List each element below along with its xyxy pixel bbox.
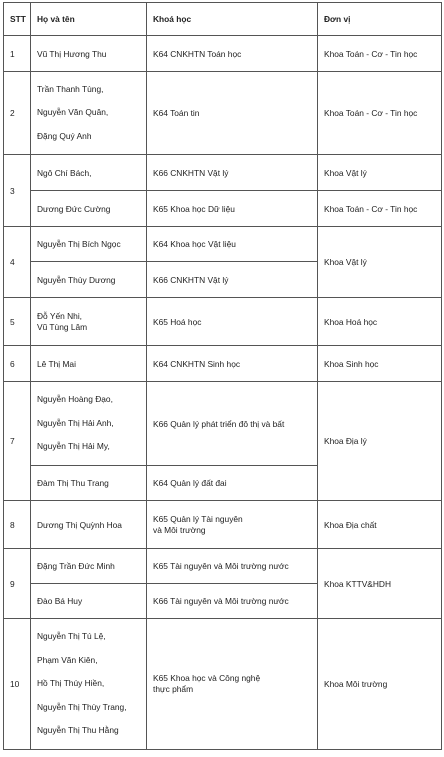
table-row <box>4 298 442 346</box>
table-row <box>4 155 442 191</box>
course-cell <box>147 382 318 466</box>
header-course: Khoá học <box>147 3 318 36</box>
course-cell <box>147 346 318 382</box>
course-line: K65 Tài nguyên và Môi trường nước <box>153 561 289 571</box>
course-line: K64 Quản lý đất đai <box>153 478 227 488</box>
course-line: K66 Quản lý phát triển đô thị và bất <box>153 418 285 429</box>
name-cell <box>31 382 147 466</box>
stt-cell: 8 <box>4 501 31 549</box>
stt-cell: 4 <box>4 227 31 298</box>
student-name: Nguyễn Văn Quân, <box>37 107 109 118</box>
table-row <box>4 72 442 155</box>
table-row <box>4 191 442 227</box>
header-unit: Đơn vị <box>318 3 442 36</box>
course-cell <box>147 549 318 584</box>
student-name: Nguyễn Thị Hải Anh, <box>37 417 114 428</box>
unit-cell: Khoa Địa chất <box>318 501 442 549</box>
course-cell <box>147 191 318 227</box>
name-cell <box>31 466 147 501</box>
unit-cell: Khoa Hoá học <box>318 298 442 346</box>
student-name: Đào Bá Huy <box>37 596 83 606</box>
name-cell <box>31 584 147 619</box>
course-cell <box>147 584 318 619</box>
student-name: Đặng Quý Anh <box>37 130 92 141</box>
course-line: K66 CNKHTN Vật lý <box>153 274 229 285</box>
unit-cell: Khoa Vật lý <box>318 155 442 191</box>
course-line: K64 Toán tin <box>153 108 200 118</box>
table-header-row <box>4 3 442 36</box>
student-name: Đàm Thị Thu Trang <box>37 478 109 488</box>
name-cell <box>31 155 147 191</box>
table-row <box>4 382 442 466</box>
table-row <box>4 36 442 72</box>
course-cell <box>147 72 318 155</box>
name-cell <box>31 191 147 227</box>
course-cell <box>147 466 318 501</box>
student-name: Nguyễn Hoàng Đạo, <box>37 394 113 405</box>
student-name: Đặng Trần Đức Minh <box>37 561 115 571</box>
stt-cell: 6 <box>4 346 31 382</box>
student-name: Nguyễn Thị Bích Ngọc <box>37 239 121 249</box>
unit-cell: Khoa Địa lý <box>318 382 442 501</box>
student-name: Nguyễn Thị Thu Hằng <box>37 725 119 736</box>
stt-cell: 5 <box>4 298 31 346</box>
unit-cell: Khoa Môi trường <box>318 619 442 750</box>
stt-cell: 7 <box>4 382 31 501</box>
unit-cell: Khoa Toán - Cơ - Tin học <box>318 191 442 227</box>
unit-cell: Khoa Vật lý <box>318 227 442 298</box>
student-table <box>3 2 442 750</box>
student-name: Vũ Thị Hương Thu <box>37 48 107 59</box>
name-cell <box>31 298 147 346</box>
student-name: Hồ Thị Thúy Hiền, <box>37 678 105 689</box>
unit-cell: Khoa KTTV&HDH <box>318 549 442 619</box>
student-name: Nguyễn Thị Hải My, <box>37 441 110 452</box>
course-line: K64 CNKHTN Toán học <box>153 48 242 59</box>
name-cell <box>31 549 147 584</box>
table-row <box>4 501 442 549</box>
table-row <box>4 549 442 584</box>
course-cell <box>147 36 318 72</box>
course-cell <box>147 298 318 346</box>
course-line: K64 CNKHTN Sinh học <box>153 358 241 369</box>
course-line: K66 CNKHTN Vật lý <box>153 167 229 178</box>
course-line: K65 Hoá học <box>153 316 202 327</box>
stt-cell: 1 <box>4 36 31 72</box>
table-row <box>4 346 442 382</box>
student-name: Nguyễn Thùy Dương <box>37 274 116 285</box>
stt-cell: 10 <box>4 619 31 750</box>
course-line: K64 Khoa học Vật liệu <box>153 239 236 249</box>
course-line: K65 Quản lý Tài nguyên <box>153 513 243 524</box>
course-line: K65 Khoa học Dữ liệu <box>153 203 235 214</box>
course-line: và Môi trường <box>153 524 206 535</box>
student-name: Dương Thị Quỳnh Hoa <box>37 519 122 530</box>
stt-cell: 3 <box>4 155 31 227</box>
student-name: Đỗ Yến Nhi, <box>37 310 83 321</box>
course-cell <box>147 227 318 262</box>
student-name: Nguyễn Thị Tú Lệ, <box>37 631 106 642</box>
course-line: K66 Tài nguyên và Môi trường nước <box>153 596 289 606</box>
course-cell <box>147 262 318 298</box>
header-stt: STT <box>4 3 31 36</box>
course-line: thực phẩm <box>153 684 194 694</box>
name-cell <box>31 501 147 549</box>
unit-cell: Khoa Toán - Cơ - Tin học <box>318 36 442 72</box>
name-cell <box>31 619 147 750</box>
unit-cell: Khoa Toán - Cơ - Tin học <box>318 72 442 155</box>
name-cell <box>31 36 147 72</box>
student-name: Phạm Văn Kiên, <box>37 654 98 665</box>
name-cell <box>31 262 147 298</box>
course-cell <box>147 501 318 549</box>
student-name: Lê Thị Mai <box>37 358 76 369</box>
student-name: Nguyễn Thị Thùy Trang, <box>37 701 127 712</box>
student-name: Vũ Tùng Lâm <box>37 321 88 332</box>
name-cell <box>31 72 147 155</box>
table-row <box>4 227 442 262</box>
unit-cell: Khoa Sinh học <box>318 346 442 382</box>
name-cell <box>31 346 147 382</box>
table-row <box>4 619 442 750</box>
stt-cell: 2 <box>4 72 31 155</box>
stt-cell: 9 <box>4 549 31 619</box>
course-cell <box>147 619 318 750</box>
course-line: K65 Khoa học và Công nghệ <box>153 673 261 683</box>
name-cell <box>31 227 147 262</box>
student-name: Dương Đức Cường <box>37 203 111 214</box>
student-name: Ngô Chí Bách, <box>37 167 92 178</box>
course-cell <box>147 155 318 191</box>
student-name: Trần Thanh Tùng, <box>37 83 104 94</box>
header-name: Họ và tên <box>31 3 147 36</box>
